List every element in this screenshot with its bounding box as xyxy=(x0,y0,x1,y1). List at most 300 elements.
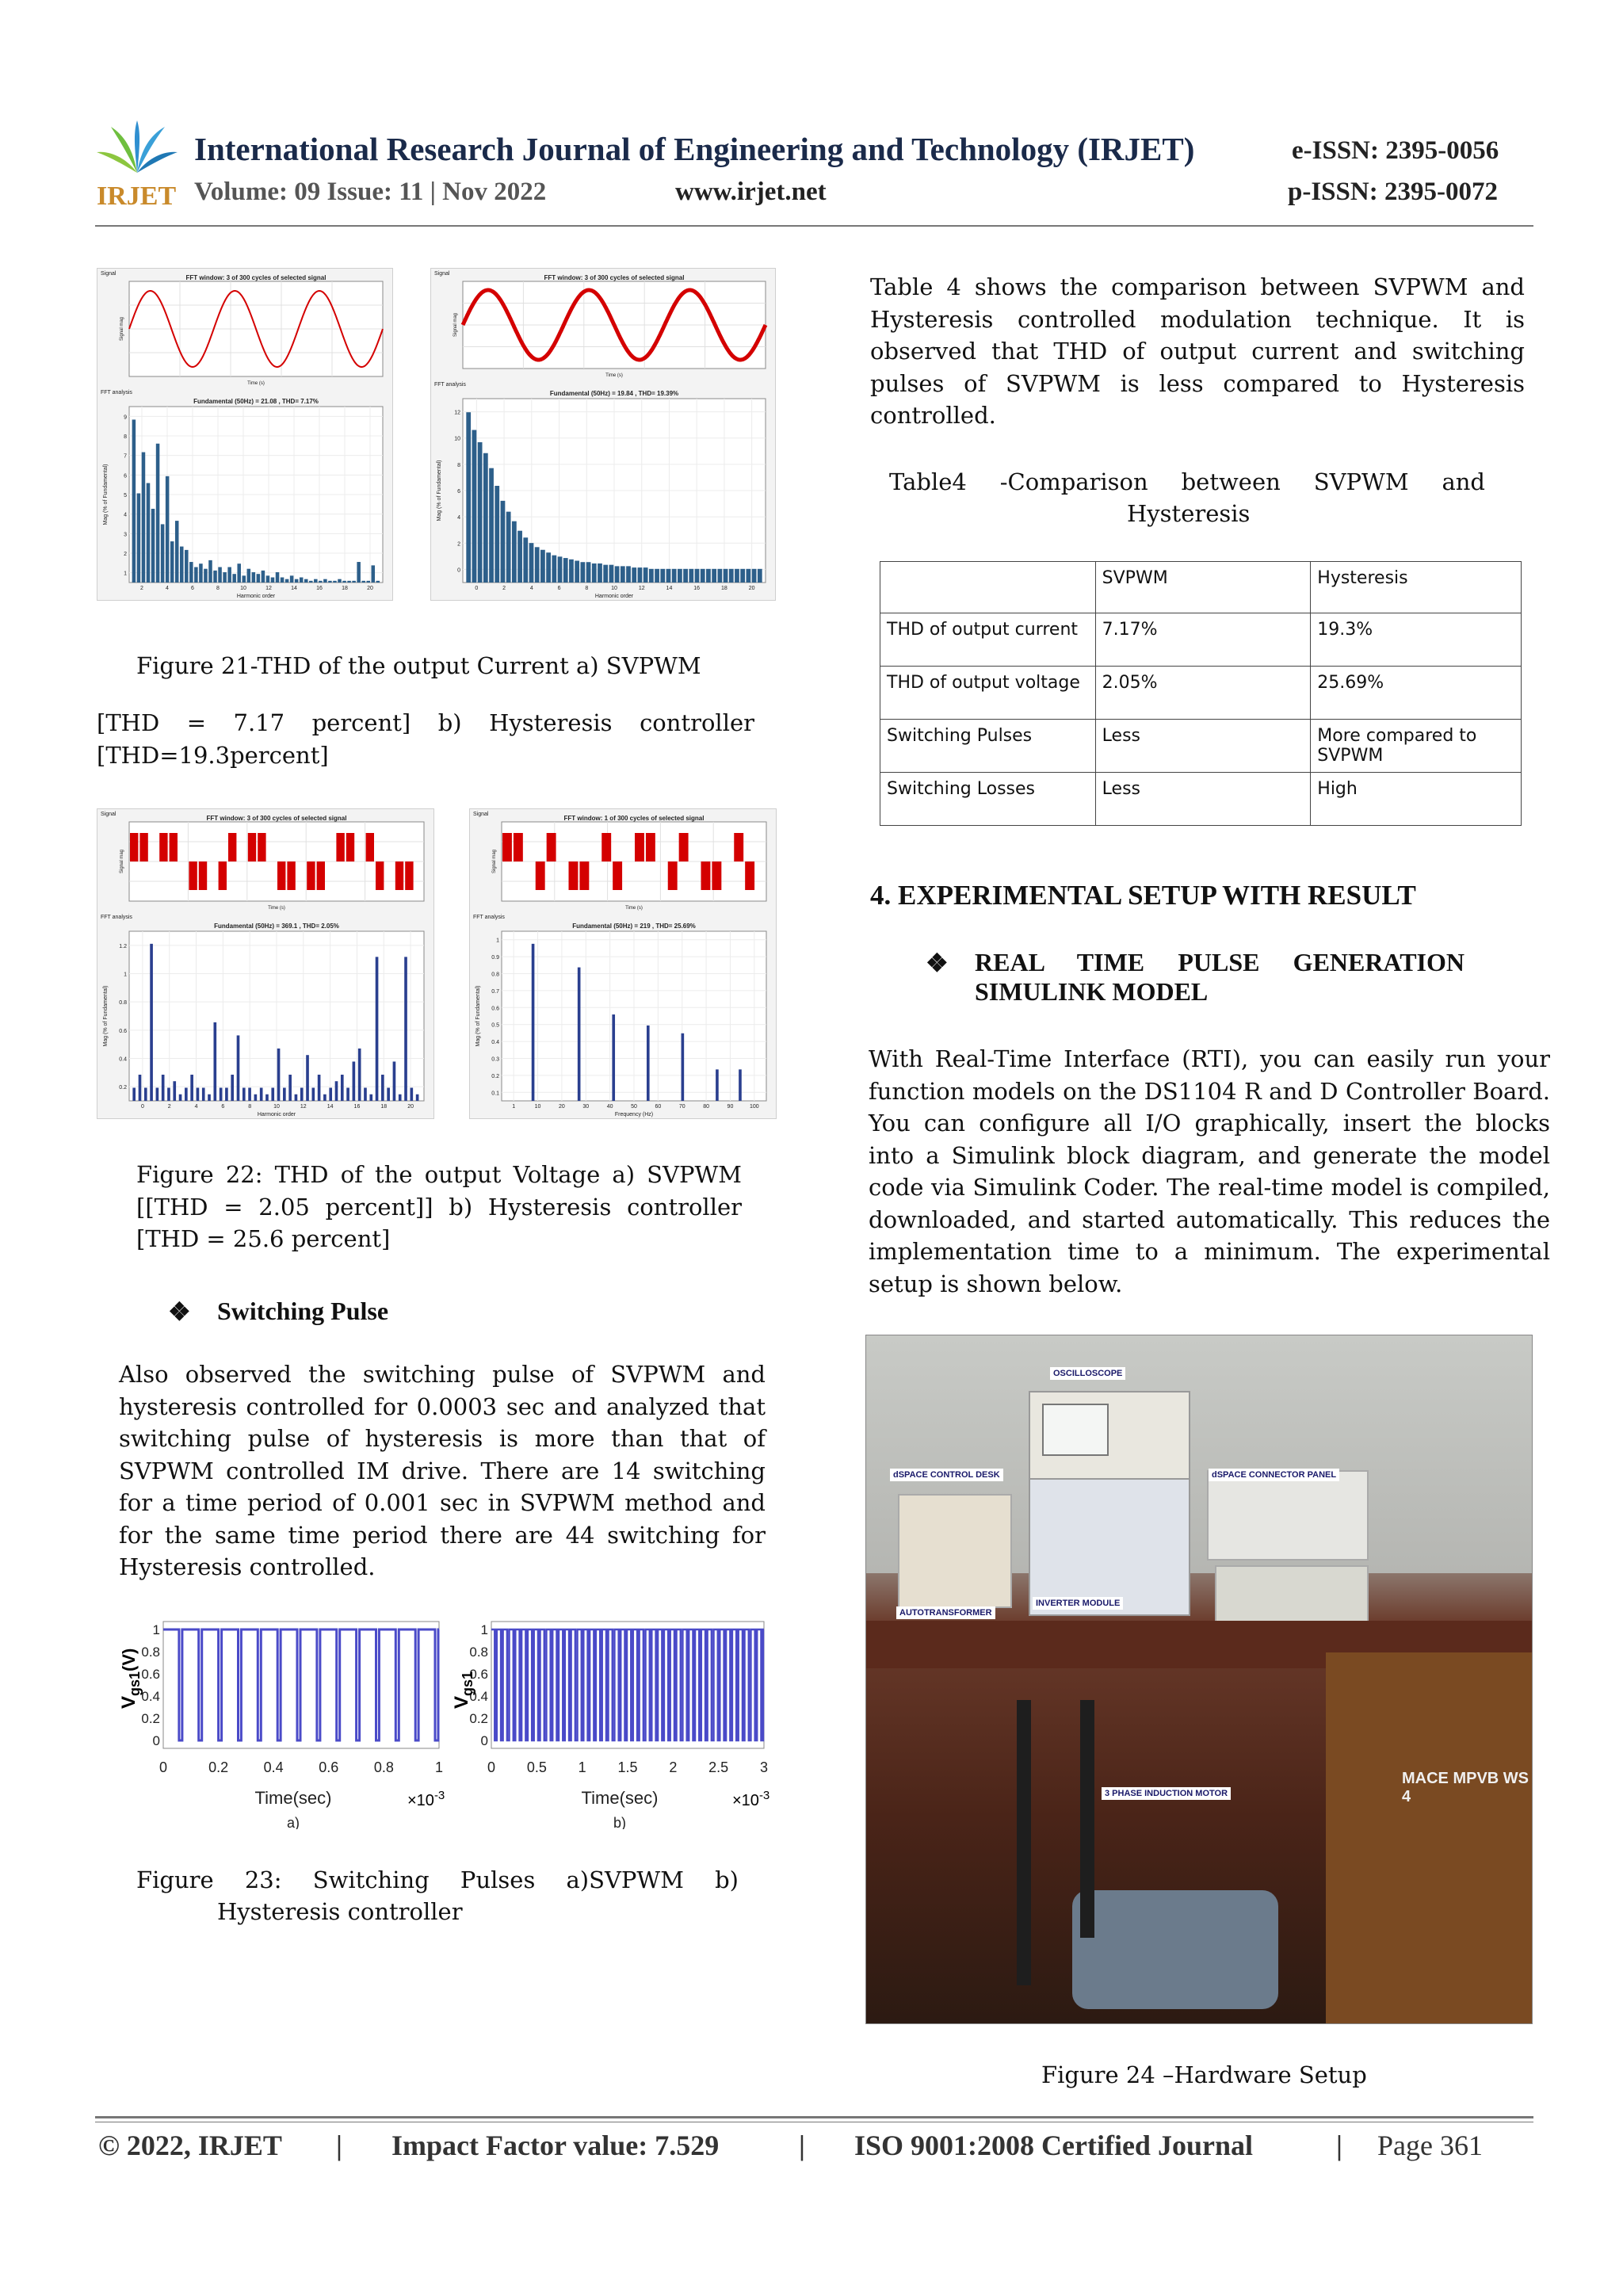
fft-bar xyxy=(220,1087,223,1101)
fft-xlabel: Harmonic order xyxy=(257,1112,296,1117)
fft-bar xyxy=(366,581,370,583)
pwm-block xyxy=(745,861,754,890)
pulse-plot-svg xyxy=(117,1615,450,1829)
pwm-block xyxy=(536,861,545,890)
fft-bar xyxy=(563,558,568,583)
fft-plot-title: Fundamental (50Hz) = 19.84 , THD= 19.39% xyxy=(549,390,679,397)
signal-plot-title: FFT window: 3 of 300 cycles of selected signal xyxy=(185,274,327,281)
fft-bar xyxy=(202,1087,205,1101)
fft-bar xyxy=(237,563,241,583)
fft-bar xyxy=(489,468,494,583)
table-cell: Less xyxy=(1095,720,1311,773)
pulse-waveform xyxy=(491,1629,764,1740)
signal-ylabel: Signal mag xyxy=(453,312,458,338)
fft-panel-svg xyxy=(431,269,775,600)
fft-bar xyxy=(262,571,265,583)
pwm-block xyxy=(307,861,315,890)
pwm-block xyxy=(579,861,589,890)
fft-plot-title: Fundamental (50Hz) = 219 , THD= 25.69% xyxy=(572,923,696,930)
figure-21-caption-cont: [THD = 7.17 percent] b) Hysteresis controller [THD=19.3percent] xyxy=(97,709,754,769)
pulse-xscale: $\times 10^{-3}$ xyxy=(732,1789,770,1809)
fft-bar xyxy=(546,552,551,583)
fft-bar xyxy=(247,569,251,583)
fft-bar xyxy=(295,579,299,583)
fft-bar xyxy=(161,524,165,583)
pulse-ytick: 0 xyxy=(480,1733,488,1748)
diamond-bullet-icon: ❖ xyxy=(926,949,949,977)
journal-website[interactable]: www.irjet.net xyxy=(675,178,827,206)
pulse-ytick: 0.8 xyxy=(141,1645,160,1660)
fft-bar xyxy=(185,1087,188,1101)
fft-ytick: 5 xyxy=(124,493,127,499)
fft-ytick: 12 xyxy=(454,410,460,416)
photo-label-inverter: INVERTER MODULE xyxy=(1033,1597,1123,1610)
pulse-xtick: 0.2 xyxy=(208,1759,229,1775)
fft-tag: FFT analysis xyxy=(473,915,505,920)
photo-label-oscilloscope: OSCILLOSCOPE xyxy=(1050,1367,1125,1380)
fft-bar xyxy=(376,957,379,1101)
fft-ytick: 3 xyxy=(124,532,127,538)
motor-shape xyxy=(1072,1890,1278,2009)
pulse-ytick: 0.4 xyxy=(141,1689,160,1704)
fft-bar xyxy=(752,569,757,583)
fft-xtick: 16 xyxy=(693,586,701,591)
signal-tag: Signal xyxy=(101,812,116,817)
comparison-table xyxy=(880,561,1522,826)
fft-ylabel: Mag (% of Fundamental) xyxy=(103,985,109,1047)
fft-bar xyxy=(740,569,745,583)
signal-xlabel: Time (s) xyxy=(268,906,285,911)
fft-bar xyxy=(586,562,591,583)
pulse-ylabel: $V_{gs1}$ xyxy=(451,1671,475,1709)
fft-bar xyxy=(314,579,318,583)
volume-info: Volume: 09 Issue: 11 | Nov 2022 xyxy=(194,178,547,206)
fft-bar xyxy=(342,581,346,583)
fft-bar xyxy=(712,569,716,583)
fft-bar xyxy=(466,412,471,583)
fft-ytick: 8 xyxy=(124,434,127,440)
fft-bar xyxy=(746,569,750,583)
control-desk-shape xyxy=(1029,1478,1190,1616)
fft-bar xyxy=(372,565,376,583)
pulse-plot-svg xyxy=(450,1615,775,1829)
fft-ytick: 2 xyxy=(457,541,460,548)
footer-copyright: © 2022, IRJET xyxy=(98,2130,282,2161)
fft-bar xyxy=(592,563,597,583)
rti-paragraph: With Real-Time Interface (RTI), you can easily run your function models on the DS1104 R and D Controller Board. You can configure all I/O graphically, insert the blocks into a Simulink block diagram, and generate the model code via Simulink Coder. The real-time model is compiled, downloaded, and started automatically. This reduces the implementation time to a minimum. The experimental setup is shown below. xyxy=(869,1045,1550,1297)
fft-ytick: 0.2 xyxy=(491,1073,499,1079)
fft-ytick: 0.7 xyxy=(491,988,499,995)
photo-label-bench-text: MACE MPVB WS 4 xyxy=(1402,1770,1529,1805)
fft-bar xyxy=(137,493,141,583)
footer-divider xyxy=(95,2116,1533,2118)
pulse-xtick: 1 xyxy=(578,1759,586,1775)
footer-iso: ISO 9001:2008 Certified Journal xyxy=(854,2130,1253,2161)
fft-bar xyxy=(615,566,620,583)
figure-21-caption: Figure 21-THD of the output Current a) SVPWM xyxy=(136,652,701,679)
fft-bar xyxy=(632,567,636,583)
fft-bar xyxy=(529,543,534,583)
fft-bar xyxy=(295,1095,298,1101)
fft-bar xyxy=(173,1081,176,1101)
fft-bar xyxy=(318,1075,321,1101)
fft-bar xyxy=(672,569,677,583)
fft-bar xyxy=(271,578,275,583)
fft-bar xyxy=(399,1095,402,1101)
fft-bar xyxy=(578,968,581,1101)
fft-bar xyxy=(132,1087,136,1101)
fft-bar xyxy=(558,556,563,583)
fft-bar xyxy=(346,1087,349,1101)
fft-bar xyxy=(369,1095,372,1101)
fft-xtick: 12 xyxy=(638,586,645,591)
fft-bar xyxy=(347,581,351,583)
side-table-shape xyxy=(1326,1652,1532,2023)
footer-separator: | xyxy=(336,2130,342,2161)
fft-bar xyxy=(147,483,151,583)
pwm-block xyxy=(189,861,197,890)
header-divider xyxy=(95,225,1533,227)
pwm-block xyxy=(712,861,721,890)
fft-ytick: 0.1 xyxy=(491,1091,499,1097)
fft-xtick: 40 xyxy=(606,1104,613,1110)
fft-bar xyxy=(300,1087,304,1101)
figure-23-plot-b xyxy=(450,1615,775,1829)
fft-bar xyxy=(517,531,522,583)
fft-ytick: 0.8 xyxy=(119,1000,127,1007)
table-cell: Switching Pulses xyxy=(880,720,1096,773)
fft-ytick: 0.6 xyxy=(119,1028,127,1034)
pulse-ytick: 0.6 xyxy=(469,1667,488,1682)
fft-bar xyxy=(387,1087,390,1101)
fft-bar xyxy=(478,442,483,583)
fft-bar xyxy=(180,547,184,583)
table-row xyxy=(880,667,1522,720)
pwm-block xyxy=(646,833,655,861)
fft-xlabel: Harmonic order xyxy=(236,594,276,599)
pulse-ytick: 0.2 xyxy=(141,1711,160,1726)
pulse-ylabel: $V_{gs1}(V)$ xyxy=(118,1648,143,1709)
fft-xlabel: Frequency (Hz) xyxy=(614,1112,654,1117)
signal-tag: Signal xyxy=(101,271,116,277)
signal-plot-title: FFT window: 3 of 300 cycles of selected signal xyxy=(544,274,685,281)
pulse-ytick: 0 xyxy=(152,1733,160,1748)
table-cell: THD of output current xyxy=(880,613,1096,667)
fft-bar xyxy=(361,581,365,583)
fft-bar xyxy=(213,1022,216,1101)
journal-title: International Research Journal of Engineering and Technology (IRJET) xyxy=(194,131,1195,167)
fft-bar xyxy=(678,569,682,583)
fft-bar xyxy=(535,547,540,583)
pwm-block xyxy=(228,833,236,861)
autotransformer-shape xyxy=(898,1494,1012,1608)
section-4-heading: 4. EXPERIMENTAL SETUP WITH RESULT xyxy=(870,880,1416,911)
table-row xyxy=(880,773,1522,826)
pwm-block xyxy=(734,833,743,861)
table-cell: Switching Losses xyxy=(880,773,1096,826)
pulse-xtick: 0.5 xyxy=(526,1759,547,1775)
signal-tag: Signal xyxy=(473,812,489,817)
fft-bar xyxy=(404,957,407,1101)
fft-bar xyxy=(227,567,231,583)
fft-ytick: 6 xyxy=(124,473,127,479)
pwm-block xyxy=(514,833,523,861)
fft-ytick: 0.5 xyxy=(491,1022,499,1029)
pulse-xtick: 1.5 xyxy=(617,1759,638,1775)
fft-ytick: 0.2 xyxy=(119,1085,127,1091)
fft-xtick: 6 xyxy=(221,1104,225,1110)
fft-ylabel: Mag (% of Fundamental) xyxy=(103,464,109,525)
fft-bar xyxy=(311,1087,315,1101)
fft-bar xyxy=(300,578,304,583)
fft-xtick: 16 xyxy=(353,1104,361,1110)
fft-xtick: 18 xyxy=(342,586,348,591)
fft-xtick: 8 xyxy=(216,586,220,591)
fft-bar xyxy=(271,1087,274,1101)
table-cell: High xyxy=(1311,773,1522,826)
fft-xtick: 20 xyxy=(407,1104,414,1110)
footer-page-number: Page 361 xyxy=(1377,2130,1483,2161)
fft-bar xyxy=(277,1049,281,1101)
fft-xtick: 2 xyxy=(140,586,143,591)
fft-xtick: 14 xyxy=(666,586,673,591)
table-cell: Less xyxy=(1095,773,1311,826)
pwm-block xyxy=(601,833,611,861)
fft-ytick: 1 xyxy=(496,938,499,944)
fft-ytick: 0.9 xyxy=(491,955,499,961)
fft-plot-title: Fundamental (50Hz) = 21.08 , THD= 7.17% xyxy=(193,398,319,405)
fft-ytick: 7 xyxy=(124,453,127,460)
oscilloscope-screen xyxy=(1042,1404,1109,1456)
table-header-row xyxy=(880,562,1522,613)
fft-ytick: 4 xyxy=(124,512,127,518)
fft-xtick: 16 xyxy=(316,586,323,591)
pulse-xtick: 0 xyxy=(487,1759,496,1775)
pwm-block xyxy=(701,861,711,890)
fft-xtick: 8 xyxy=(248,1104,252,1110)
signal-ylabel: Signal mag xyxy=(492,849,497,874)
table-header-cell: SVPWM xyxy=(1095,562,1311,613)
pulse-xtick: 3 xyxy=(759,1759,769,1775)
fft-ytick: 0.8 xyxy=(491,972,499,978)
fft-xtick: 18 xyxy=(380,1104,388,1110)
table-4-caption: Table4 -Comparison between SVPWM and xyxy=(889,468,1485,495)
fft-ylabel: Mag (% of Fundamental) xyxy=(437,460,442,521)
fft-panel-svg xyxy=(470,809,776,1118)
fft-bar xyxy=(333,581,337,583)
fft-bar xyxy=(306,1055,309,1101)
fft-xtick: 20 xyxy=(367,586,373,591)
fft-bar xyxy=(208,560,212,583)
fft-ytick: 1 xyxy=(124,972,127,978)
fft-bar xyxy=(341,1075,344,1101)
fft-bar xyxy=(701,569,705,583)
fft-bar xyxy=(197,1087,200,1101)
fft-ytick: 1.2 xyxy=(119,943,127,949)
table-cell: 2.05% xyxy=(1095,667,1311,720)
diamond-bullet-icon: ❖ xyxy=(168,1297,191,1326)
fft-bar xyxy=(357,562,361,583)
p-issn: p-ISSN: 2395-0072 xyxy=(1288,178,1498,206)
fft-tag: FFT analysis xyxy=(101,390,132,395)
table-row xyxy=(880,720,1522,773)
fft-ytick: 10 xyxy=(454,436,460,442)
fft-bar xyxy=(580,562,585,583)
fft-bar xyxy=(621,566,625,583)
fft-xtick: 10 xyxy=(273,1104,280,1110)
figure-23-plot-a xyxy=(117,1615,450,1829)
fft-bar xyxy=(506,512,511,583)
pwm-block xyxy=(248,833,256,861)
fft-ytick: 0.4 xyxy=(491,1040,499,1046)
fft-bar xyxy=(410,1087,413,1101)
fft-xtick: 14 xyxy=(291,586,297,591)
logo-leaves-icon xyxy=(97,120,178,173)
pwm-block xyxy=(376,861,384,890)
fft-bar xyxy=(309,581,313,583)
fft-ytick: 8 xyxy=(457,462,460,468)
fft-bar xyxy=(266,575,270,583)
fft-xtick: 20 xyxy=(559,1104,565,1110)
switching-pulse-heading: ❖ Switching Pulse xyxy=(168,1297,389,1326)
fft-bar xyxy=(495,486,499,583)
fft-bar xyxy=(290,575,294,583)
fft-bar xyxy=(132,419,136,583)
fft-bar xyxy=(194,567,198,583)
fft-xtick: 10 xyxy=(240,586,246,591)
table-4-caption-cont: Hysteresis xyxy=(1127,500,1251,527)
fft-bar xyxy=(185,550,189,583)
figure-24-caption: Figure 24 –Hardware Setup xyxy=(1041,2061,1367,2088)
fft-bar xyxy=(717,569,722,583)
table-cell: THD of output voltage xyxy=(880,667,1096,720)
fft-bar xyxy=(252,572,256,583)
fft-xtick: 4 xyxy=(166,586,169,591)
table-row xyxy=(880,613,1522,667)
pulse-ytick: 1 xyxy=(152,1622,160,1637)
fft-bar xyxy=(338,579,342,583)
fft-bar xyxy=(151,509,155,583)
fft-bar xyxy=(643,567,648,583)
fft-bar xyxy=(758,569,762,583)
pwm-block xyxy=(668,861,678,890)
fft-xtick: 6 xyxy=(191,586,194,591)
pwm-block xyxy=(547,833,556,861)
fft-bar xyxy=(729,569,734,583)
fft-ytick: 0.6 xyxy=(491,1006,499,1012)
fft-bar xyxy=(695,569,700,583)
pwm-block xyxy=(569,861,579,890)
figure-21-panel-b xyxy=(430,268,776,601)
fft-bar xyxy=(647,1026,650,1101)
pwm-block xyxy=(130,833,138,861)
fft-bar xyxy=(540,550,545,583)
signal-ylabel: Signal mag xyxy=(120,849,124,874)
fft-bar xyxy=(213,571,217,583)
fft-xtick: 60 xyxy=(655,1104,662,1110)
fft-bar xyxy=(609,565,614,583)
fft-bar xyxy=(288,1075,292,1101)
fft-bar xyxy=(724,569,728,583)
footer-impact-factor: Impact Factor value: 7.529 xyxy=(391,2130,720,2161)
fft-bar xyxy=(225,1087,228,1101)
fft-ylabel: Mag (% of Fundamental) xyxy=(475,985,481,1047)
photo-label-control-desk: dSPACE CONTROL DESK xyxy=(890,1469,1003,1481)
fft-bar xyxy=(689,569,693,583)
fft-bar xyxy=(353,1061,356,1101)
fft-bar xyxy=(179,1095,182,1101)
fft-bar xyxy=(199,563,203,583)
fft-bar xyxy=(358,1049,361,1101)
fft-xtick: 6 xyxy=(557,586,561,591)
fft-bar xyxy=(739,1069,742,1101)
fft-bar xyxy=(283,1087,286,1101)
fft-xtick: 0 xyxy=(475,586,479,591)
fft-plot-title: Fundamental (50Hz) = 369.1 , THD= 2.05% xyxy=(214,923,339,930)
fft-bar xyxy=(335,1081,338,1101)
fft-xtick: 0 xyxy=(140,1104,144,1110)
figure-23-caption-cont: Hysteresis controller xyxy=(217,1898,463,1925)
pulse-xtick: 2.5 xyxy=(708,1759,729,1775)
fft-bar xyxy=(304,579,308,583)
fft-xtick: 90 xyxy=(727,1104,734,1110)
fft-bar xyxy=(328,581,332,583)
irjet-logo xyxy=(94,117,181,209)
fft-bar xyxy=(612,1014,615,1101)
pulse-sublabel: b) xyxy=(613,1815,627,1829)
fft-bar xyxy=(329,1087,332,1101)
fft-bar xyxy=(682,1033,685,1101)
pwm-block xyxy=(336,833,344,861)
fft-xtick: 12 xyxy=(300,1104,307,1110)
fft-bar xyxy=(598,563,602,583)
fft-bar xyxy=(175,521,179,583)
fft-bar xyxy=(660,569,665,583)
pwm-block xyxy=(199,861,207,890)
pwm-block xyxy=(635,833,644,861)
pulse-xtick: 2 xyxy=(669,1759,678,1775)
fft-bar xyxy=(683,569,688,583)
fft-ytick: 9 xyxy=(124,415,127,421)
fft-xtick: 70 xyxy=(678,1104,685,1110)
fft-bar xyxy=(569,560,574,583)
fft-bar xyxy=(139,1075,142,1101)
pwm-block xyxy=(258,833,265,861)
fft-ytick: 0.3 xyxy=(491,1056,499,1063)
figure-22-caption: Figure 22: THD of the output Voltage a) SVPWM [[THD = 2.05 percent]] b) Hysteresis controller [THD = 25.6 percent] xyxy=(136,1161,742,1252)
pulse-xtick: 0 xyxy=(158,1759,168,1775)
fft-xlabel: Harmonic order xyxy=(594,594,634,599)
fft-bar xyxy=(626,566,631,583)
fft-xtick: 12 xyxy=(265,586,272,591)
fft-ytick: 0 xyxy=(457,567,460,574)
fft-xtick: 100 xyxy=(749,1104,759,1110)
fft-bar xyxy=(638,567,643,583)
pwm-block xyxy=(159,833,167,861)
fft-xtick: 30 xyxy=(582,1104,590,1110)
photo-label-autotransformer: AUTOTRANSFORMER xyxy=(896,1606,995,1619)
pwm-block xyxy=(219,861,227,890)
stand-shape xyxy=(1017,1700,1031,1985)
fft-xtick: 1 xyxy=(512,1104,516,1110)
fft-ytick: 1 xyxy=(124,571,127,577)
pwm-block xyxy=(317,861,325,890)
table-cell: 7.17% xyxy=(1095,613,1311,667)
table-header-cell xyxy=(880,562,1096,613)
pwm-block xyxy=(502,833,512,861)
logo-text: IRJET xyxy=(97,181,177,209)
fft-bar xyxy=(242,1087,246,1101)
